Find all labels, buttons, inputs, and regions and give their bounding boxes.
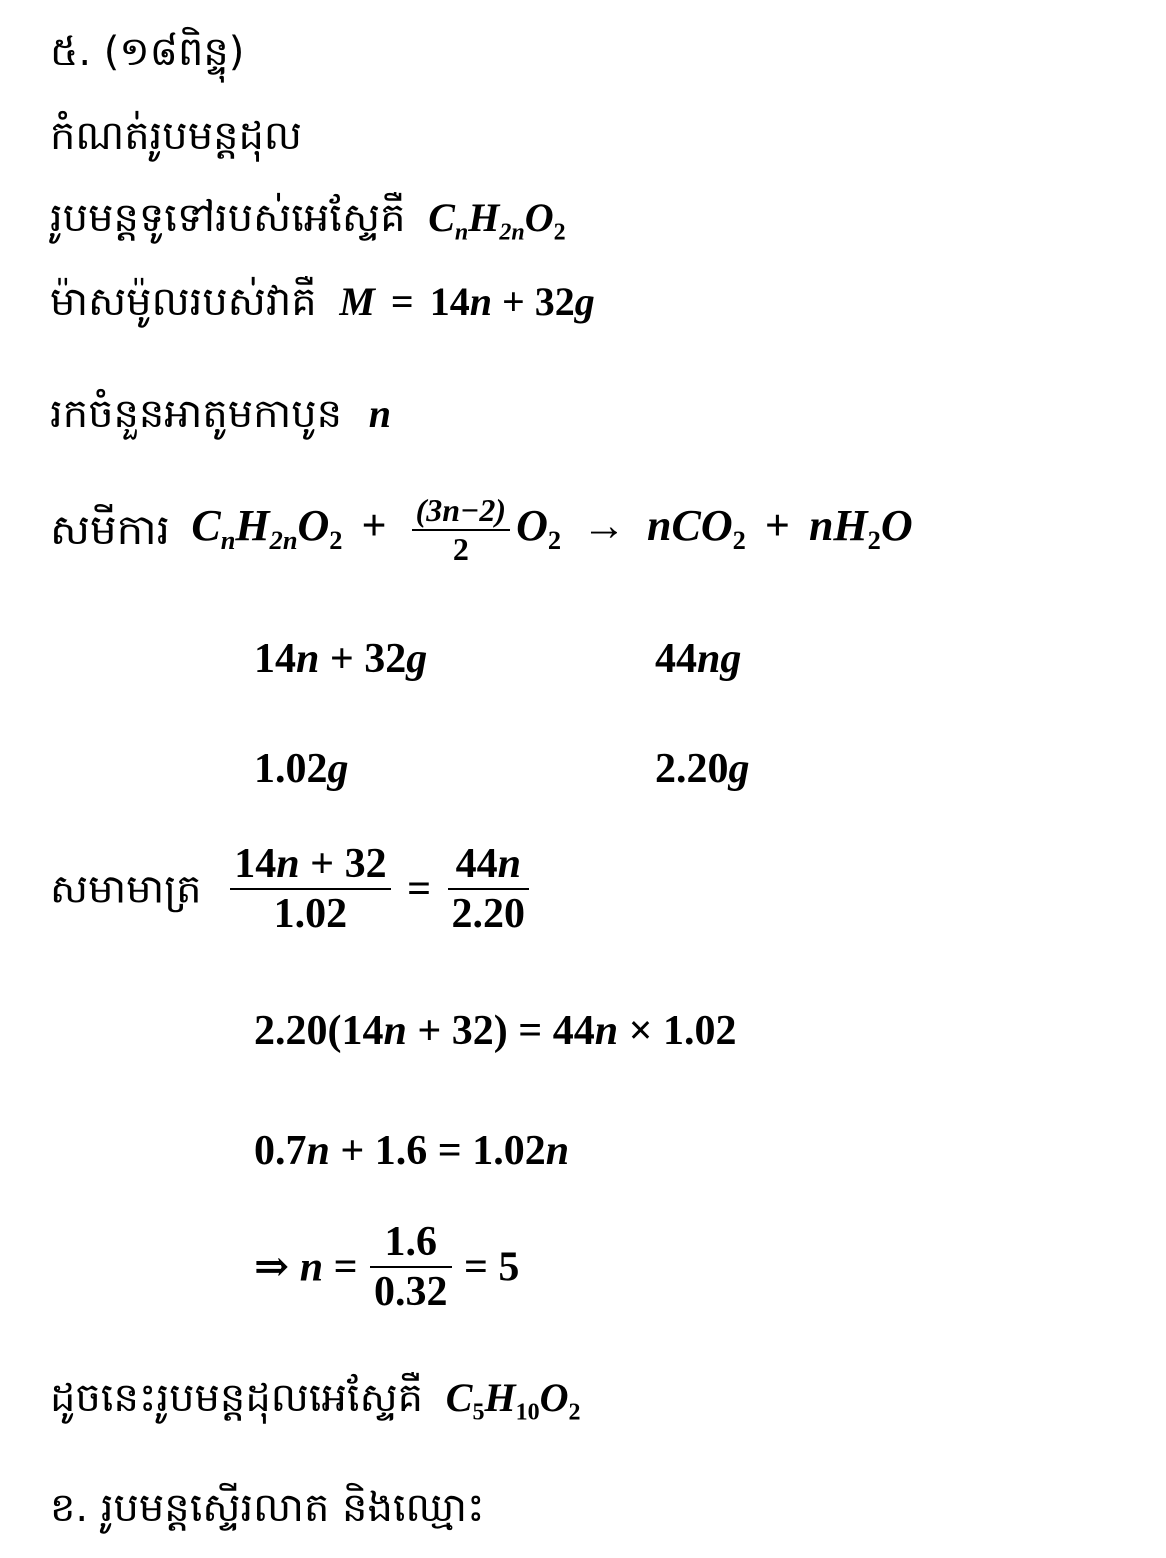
oxygen-reactant: $O_2$ <box>516 500 562 556</box>
oxygen-coefficient-fraction: $\frac{(3n-2)}{2}$ <box>412 492 511 568</box>
molar-mass-label: ម៉ាសម៉ូលរបស់វាគឺ <box>50 279 317 325</box>
reaction-arrow: → <box>582 500 627 550</box>
product-co2: nCO$_2$ <box>647 500 746 556</box>
question-number: ៥. <box>50 29 92 75</box>
reactant-ester: $C_nH_{2n}O_2$ <box>191 500 343 556</box>
section-subheading: កំណត់រូបមន្តដុល <box>50 113 302 159</box>
mass-row-molar: 14n + 32g <box>254 636 428 682</box>
find-n-variable: n <box>368 391 391 436</box>
solution-step-3: ⇒ n = $\frac{1.6}{0.32}$ = 5 <box>254 1219 520 1316</box>
find-n-label: រកចំនួនអាតូមកាបូន <box>50 391 342 437</box>
reaction-equation: $C_nH_{2n}O_2$ + $\frac{(3n-2)}{2}$ $O_2 \to nCO_2 + nH_2O$ <box>191 492 913 567</box>
solution-step-2: 0.7n + 1.6 = 1.02n <box>254 1128 570 1174</box>
find-n-line <box>50 391 391 437</box>
n-value-fraction: $\frac{1.6}{0.32}$ <box>370 1218 452 1317</box>
equation-label: សមីការ <box>50 504 170 554</box>
product-water: $nH_2O$ <box>808 500 913 556</box>
question-points: (១៨ពិន្ទុ) <box>103 29 245 75</box>
conclusion-label: ដូចនេះរូបមន្តដុលអេស្ទែគឺ <box>50 1375 424 1421</box>
proportion-label: សមាមាត្រ <box>50 866 202 913</box>
solution-step-1: 2.20(14n + 32) = 44n × 1.02 <box>254 1008 737 1054</box>
general-formula: $C_nH_{2n}O_2$ <box>428 195 566 246</box>
reaction-equation-line <box>50 492 913 568</box>
conclusion-line <box>50 1375 581 1426</box>
proportion-fraction-right: $\frac{44n}{2.20}$ <box>448 840 530 939</box>
molecular-formula-result: $C_5H_{10}O_2$ <box>445 1375 581 1426</box>
general-formula-line <box>50 195 566 246</box>
molar-mass-line <box>50 279 595 325</box>
mass-row-given-co2: 2.20g <box>655 746 750 792</box>
proportion-fraction-left: $\frac{14n + 32}{1.02}$ <box>230 840 390 939</box>
question-heading <box>50 29 245 75</box>
proportion-equation: $\frac{14n + 32}{1.02}$ = $\frac{44n}{2.20}$ <box>224 863 535 909</box>
mass-row-given: 1.02g <box>254 746 349 792</box>
proportion-line <box>50 840 535 939</box>
molar-mass-expression: M = 14n + 32g <box>339 279 595 324</box>
next-section-heading: ខ. រូបមន្តស្ទើរលាត និងឈ្មោះ <box>50 1485 485 1531</box>
general-formula-label: រូបមន្តទូទៅរបស់អេស្ទែគឺ <box>50 195 406 241</box>
mass-row-molar-co2: 44ng <box>655 636 742 682</box>
